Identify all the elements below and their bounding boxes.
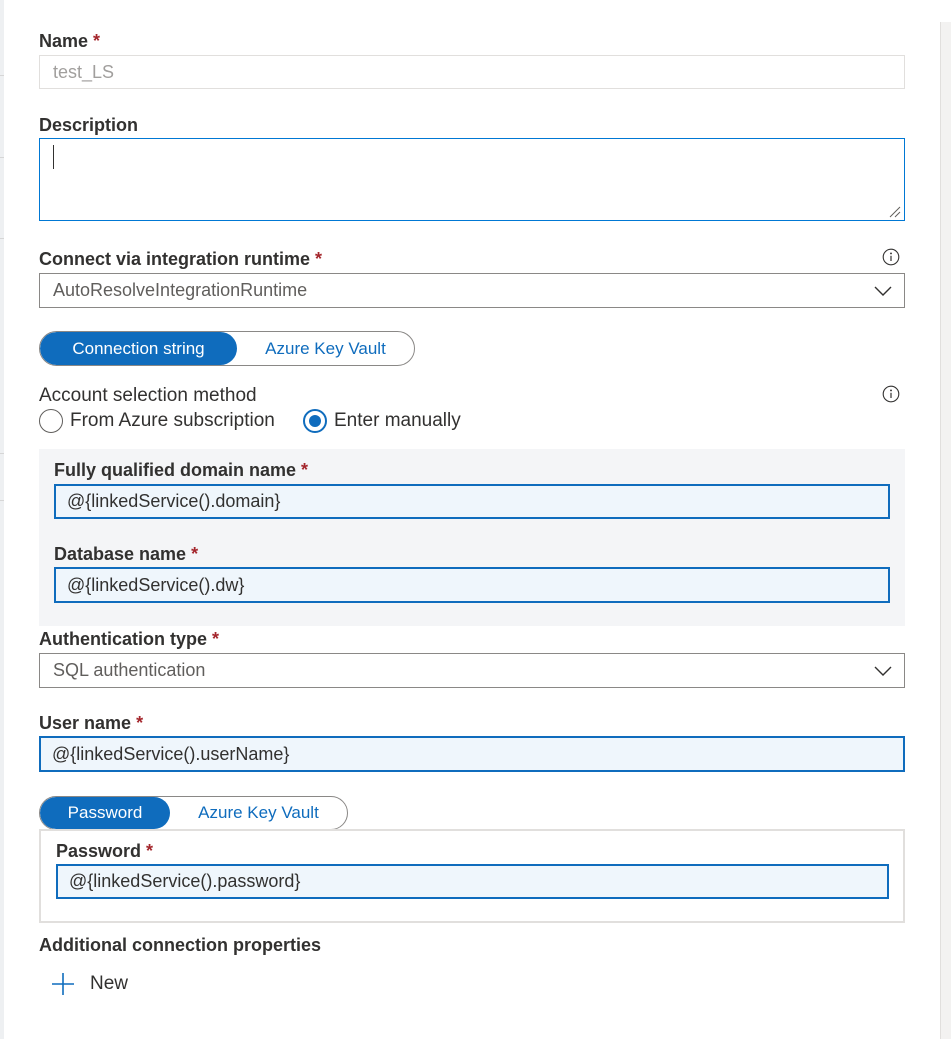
divider: [0, 238, 4, 239]
integration-runtime-value: AutoResolveIntegrationRuntime: [53, 280, 308, 300]
additional-properties-label: Additional connection properties: [39, 935, 322, 955]
password-toggle[interactable]: Password: [40, 797, 170, 829]
required-marker: *: [136, 713, 144, 733]
integration-runtime-label-text: Connect via integration runtime: [39, 249, 311, 269]
plus-icon: [50, 971, 76, 997]
description-textarea[interactable]: [39, 138, 905, 221]
fqdn-input[interactable]: [54, 484, 890, 519]
database-name-input[interactable]: [54, 567, 890, 603]
integration-runtime-select[interactable]: [39, 273, 905, 308]
password-input[interactable]: [56, 864, 889, 899]
name-label: [39, 31, 100, 52]
connection-string-toggle[interactable]: Connection string: [40, 332, 237, 365]
chevron-down-icon: [874, 665, 892, 677]
user-name-input[interactable]: [39, 736, 905, 772]
integration-runtime-label: [39, 249, 322, 270]
name-label-text: Name: [39, 31, 89, 51]
azure-key-vault-toggle[interactable]: Azure Key Vault: [265, 338, 386, 358]
required-marker: *: [146, 841, 154, 861]
radio-circle-selected: [303, 409, 327, 433]
auth-type-label: [39, 629, 219, 650]
radio-circle: [39, 409, 63, 433]
add-new-property-button[interactable]: [50, 971, 128, 997]
new-button-label: New: [90, 973, 129, 994]
left-edge-strip: [0, 0, 4, 1039]
required-marker: *: [301, 460, 309, 480]
chevron-down-icon: [874, 285, 892, 297]
password-label-text: Password: [56, 841, 142, 861]
name-input[interactable]: [39, 55, 905, 89]
divider: [0, 157, 4, 158]
required-marker: *: [212, 629, 220, 649]
divider: [0, 500, 4, 501]
radio-from-azure-subscription[interactable]: [39, 409, 275, 433]
auth-type-label-text: Authentication type: [39, 629, 208, 649]
radio-enter-manually[interactable]: [303, 409, 461, 433]
required-marker: *: [191, 544, 199, 564]
user-name-label-text: User name: [39, 713, 132, 733]
database-name-label: [54, 544, 198, 565]
scrollbar-track[interactable]: [940, 22, 951, 1039]
connection-method-toggle: [39, 331, 415, 366]
password-label: [56, 841, 153, 862]
radio-label: From Azure subscription: [70, 410, 275, 431]
divider: [0, 453, 4, 454]
account-selection-label: Account selection method: [39, 385, 257, 406]
text-caret: [53, 145, 54, 169]
info-icon[interactable]: [882, 385, 900, 403]
info-icon[interactable]: [882, 248, 900, 266]
radio-label: Enter manually: [334, 410, 461, 431]
description-label: Description: [39, 115, 139, 135]
fqdn-label: [54, 460, 308, 481]
database-name-label-text: Database name: [54, 544, 187, 564]
user-name-label: [39, 713, 143, 734]
password-method-toggle: [39, 796, 348, 830]
divider: [0, 75, 4, 76]
required-marker: *: [315, 249, 323, 269]
password-azure-key-vault-toggle[interactable]: Azure Key Vault: [198, 803, 319, 822]
auth-type-select[interactable]: [39, 653, 905, 688]
required-marker: *: [93, 31, 101, 51]
fqdn-label-text: Fully qualified domain name: [54, 460, 297, 480]
resize-grip-icon[interactable]: [887, 204, 901, 218]
auth-type-value: SQL authentication: [53, 660, 206, 680]
